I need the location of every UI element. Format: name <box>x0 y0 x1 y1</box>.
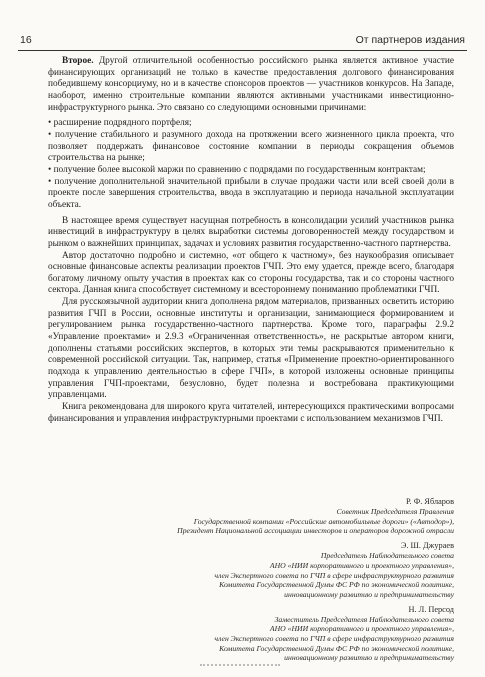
signature-line: АНО «НИИ корпоративного и проектного управления», <box>269 560 454 570</box>
list-item: • получение стабильного и разумного дохода на протяжении всего жизненного цикла проекта, что позволяет поддержать финансовое состояние компании в периоды сокращения объемов строительства на рынке; <box>48 129 454 164</box>
signature-line: Комитета Государственной Думы ФС РФ по экономической политике, <box>219 580 454 590</box>
signature-line: Комитета Государственной Думы ФС РФ по экономической политике, <box>219 643 454 653</box>
signature-name: Н. Л. Персод <box>408 604 454 614</box>
signature-line: член Экспертного совета по ГЧП в сфере инфраструктурного развития <box>214 570 454 580</box>
main-text <box>48 56 454 425</box>
signature-line: Советник Председателя Правления <box>336 507 454 516</box>
signature-line: член Экспертного совета по ГЧП в сфере инфраструктурного развития <box>214 634 454 644</box>
signature <box>120 604 454 664</box>
reasons-list <box>48 118 454 211</box>
signature <box>120 540 454 600</box>
signature-line: инновационному развитию и предпринимательству <box>284 589 454 599</box>
signature <box>120 496 454 536</box>
signature-line: Председатель Наблюдательного совета <box>320 551 454 561</box>
signatures-block <box>120 492 454 663</box>
signature-line: инновационному развитию и предпринимательству <box>284 653 454 663</box>
paragraph: Книга рекомендована для широкого круга читателей, интересующихся практическими вопросами финансирования и управления инфраструктурными проектами с использованием механизмов ГЧП. <box>48 402 454 424</box>
signature-line: Президент Национальной ассоциации инвесторов и операторов дорожной отрасли <box>177 526 454 536</box>
intro-lead: Второе. <box>62 56 94 66</box>
intro-paragraph <box>48 56 454 114</box>
paragraph: Для русскоязычной аудитории книга дополнена рядом материалов, призванных осветить историю развития ГЧП в России, основные институты и организации, занимающиеся формированием и регулированием рынка государственно-частного партнерства. Кроме того, параграфы 2.9.2 «Управление проектами» и 2.9.3 «Ограниченная ответственность», не раскрытые автором книги, дополнены статьями российских экспертов, в которых эти темы раскрываются применительно к современной российской ситуации. Так, например, статья «Применение проектно-ориентированного подхода к управлению деятельностью в сфере ГЧП», в которой изложены основные принципы управления ГЧП-проектами, безусловно, будет полезна и востребована практикующими управленцами. <box>48 297 454 401</box>
running-title: От партнеров издания <box>355 34 465 46</box>
paragraph: В настоящее время существует насущная потребность в консолидации усилий участников рынка инвестиций в инфраструктуру в целях выработки системы договоренностей между государством и рынком о важнейших принципах, задачах и условиях развития государственно-частного партнерства. <box>48 215 454 249</box>
paragraph: Автор достаточно подробно и системно, «от общего к частному», без наукообразия описывает основные финансовые аспекты реализации проектов ГЧП. Это ему удается, прежде всего, благодаря богатому личному опыту участия в проектах как со стороны государства, так и со стороны частного сектора. Данная книга способствует системному и всестороннему пониманию проблематики ГЧП. <box>48 250 454 296</box>
header-rule <box>18 50 467 51</box>
page-number: 16 <box>20 34 32 46</box>
page-edge-shadow <box>200 664 280 672</box>
list-item: • получение дополнительной значительной прибыли в случае продажи части или всей своей доли в проекте после завершения строительства, ввода в эксплуатацию и периода начальной эксплуатации объекта. <box>48 176 454 210</box>
signature-line: АНО «НИИ корпоративного и проектного управления», <box>269 624 454 634</box>
running-header <box>18 34 467 50</box>
signature-name: Р. Ф. Ябларов <box>405 497 454 506</box>
signature-name: Э. Ш. Джураев <box>400 541 454 551</box>
list-item: • получение более высокой маржи по сравнению с подрядами по государственным контрактам; <box>48 164 426 175</box>
intro-text: Другой отличительной особенностью российского рынка является активное участие финансирующих организаций не только в качестве предоставления долгового финансирования победившему консорциуму, но и в качестве спонсоров проектов — участников конкурсов. На Западе, наоборот, именно строительные компании являются активными участниками инвестиционно-инфраструктурного рынка. Это связано со следующими основными причинами: <box>48 56 454 113</box>
list-item: • расширение подрядного портфеля; <box>48 118 192 129</box>
signature-line: Государственной компании «Российские автомобильные дороги» («Автодор»), <box>193 516 454 526</box>
signature-line: Заместитель Председателя Наблюдательного совета <box>274 614 454 624</box>
